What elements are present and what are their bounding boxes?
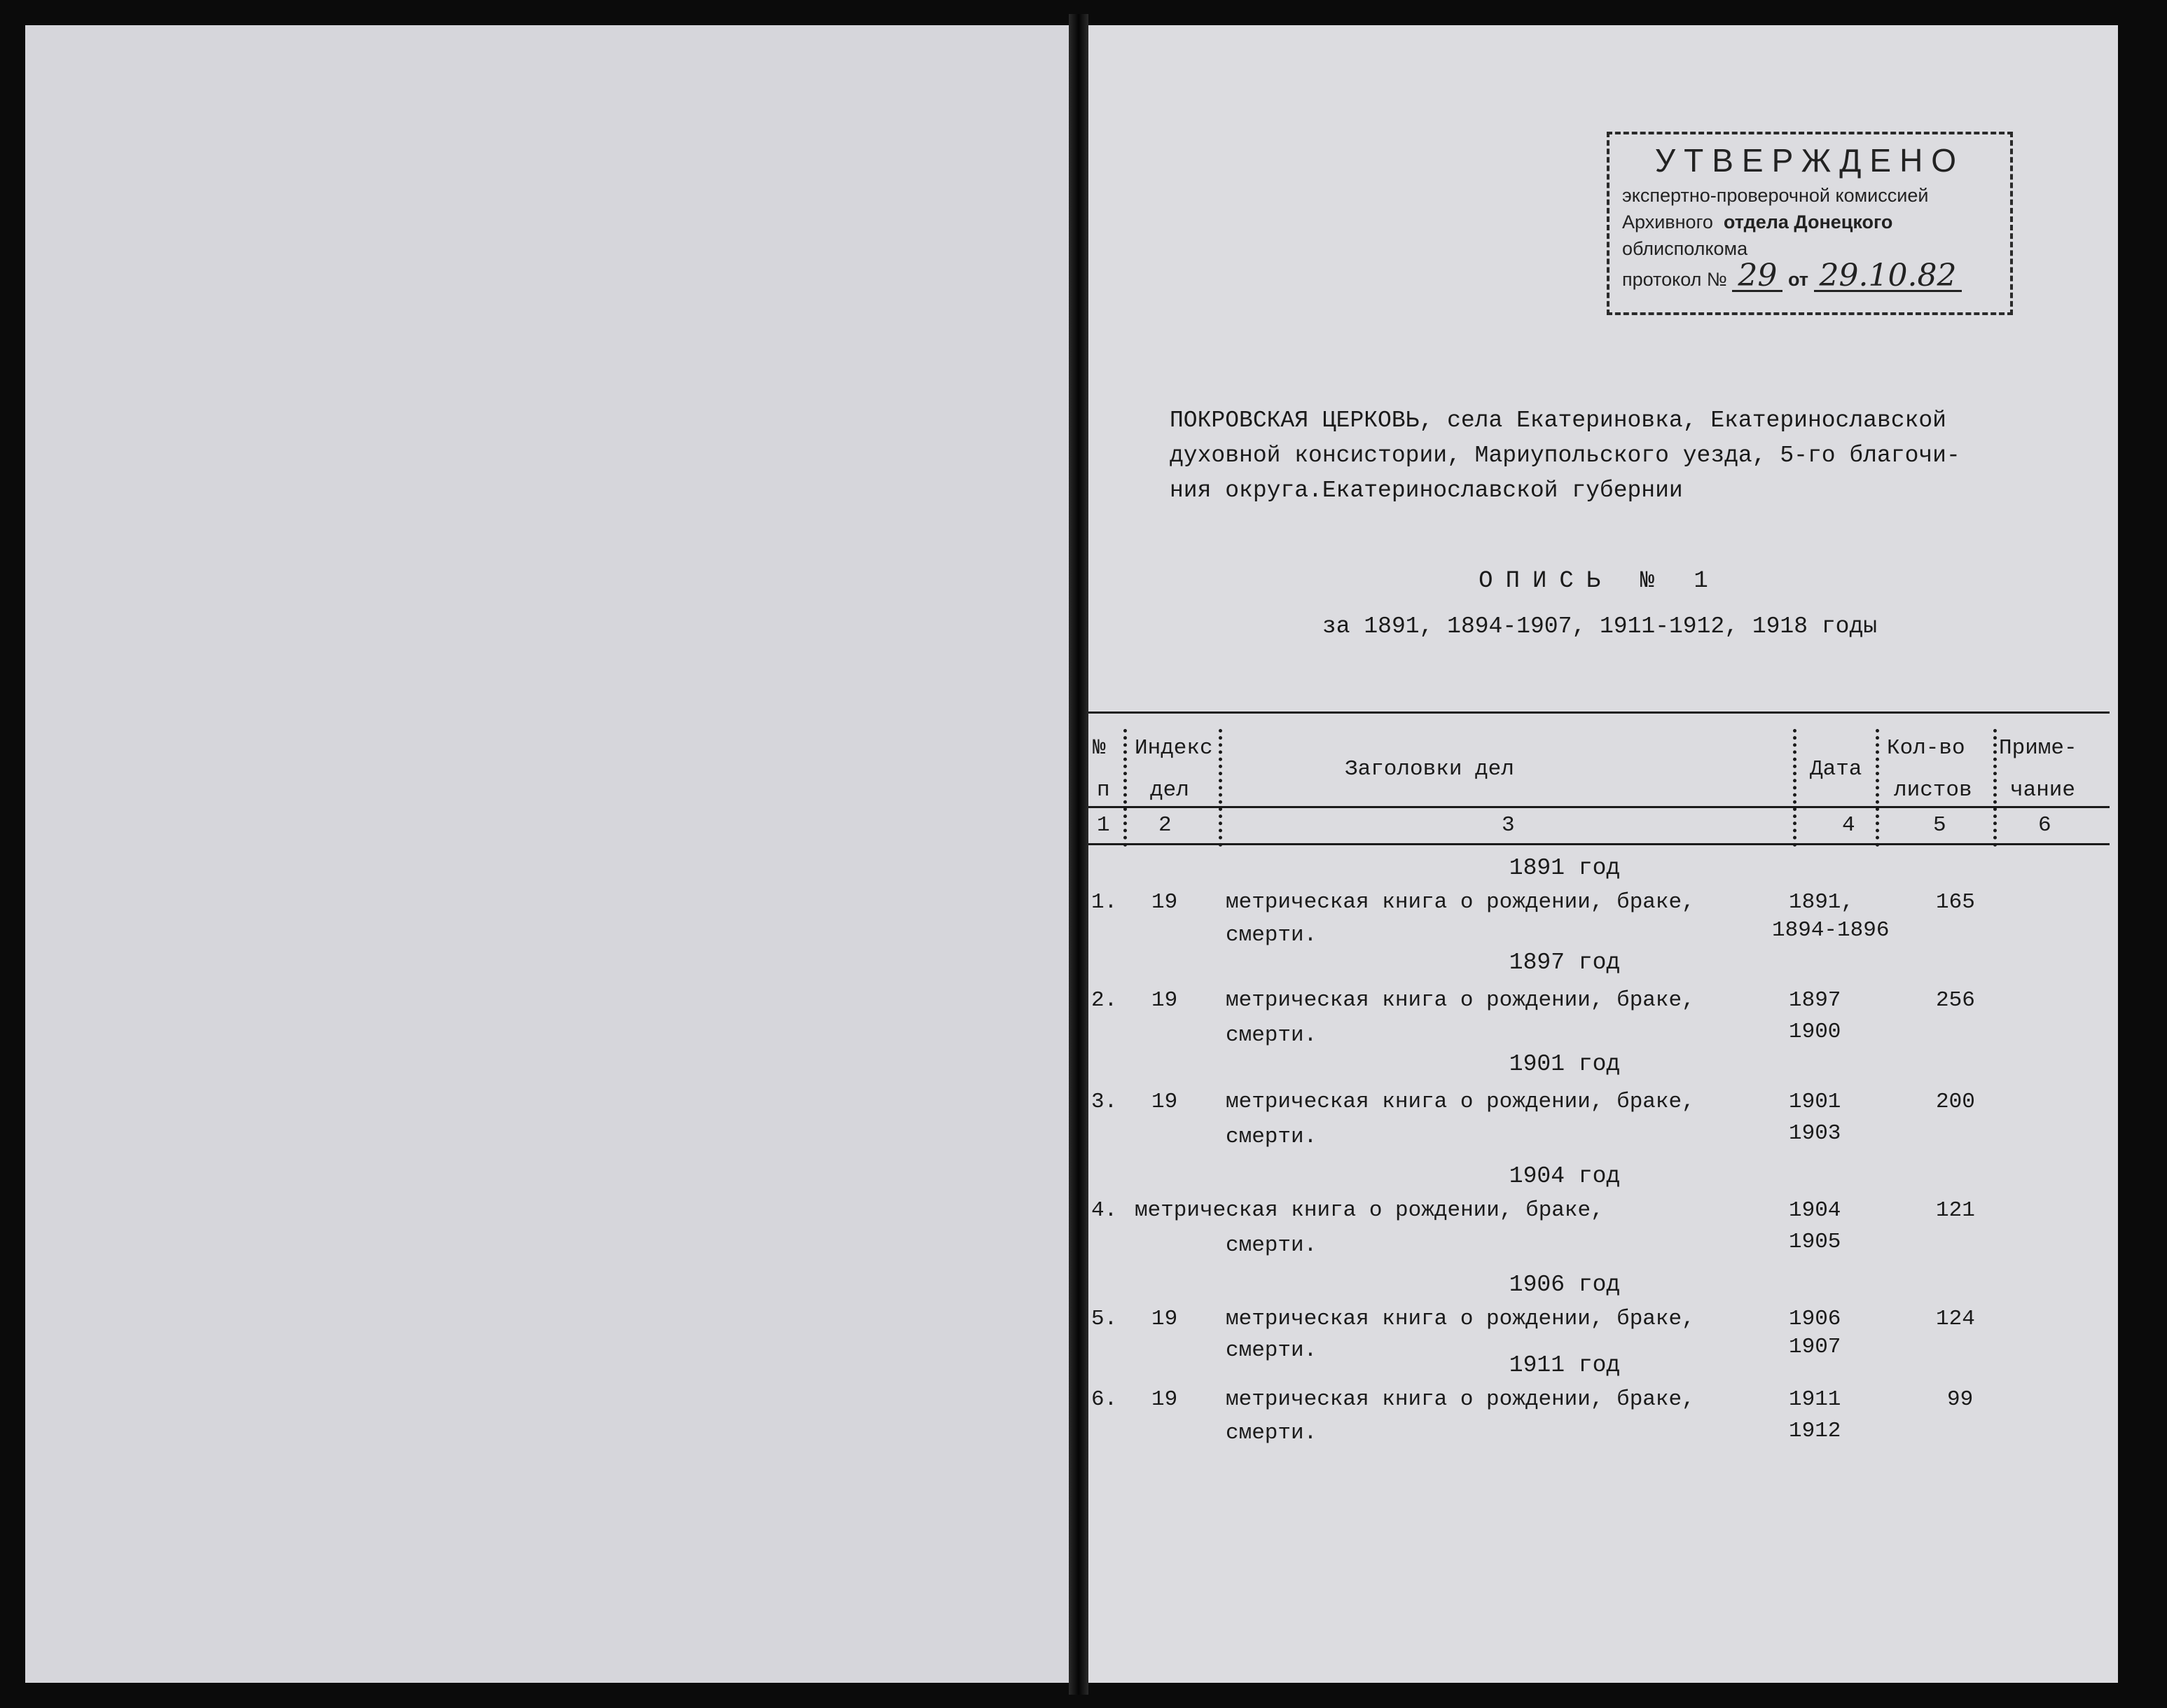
col-header-titles: Заголовки дел bbox=[1345, 757, 1514, 782]
year-heading: 1897 год bbox=[1509, 950, 1621, 975]
row-date: 1911 bbox=[1789, 1387, 1841, 1412]
year-heading: 1904 год bbox=[1509, 1163, 1621, 1189]
row-title-cont: смерти. bbox=[1226, 1421, 1317, 1445]
row-date-cont: 1900 bbox=[1789, 1020, 1841, 1044]
year-heading: 1911 год bbox=[1509, 1352, 1621, 1378]
row-date: 1901 bbox=[1789, 1090, 1841, 1114]
col-header-num-sub: п bbox=[1097, 778, 1110, 803]
row-title-cont: смерти. bbox=[1226, 1125, 1317, 1149]
row-number: 5. bbox=[1091, 1307, 1118, 1331]
left-page bbox=[25, 25, 1069, 1683]
row-title: метрическая книга о рождении, браке, bbox=[1135, 1198, 1604, 1223]
row-sheets: 124 bbox=[1936, 1307, 1975, 1331]
year-heading: 1906 год bbox=[1509, 1272, 1621, 1298]
row-title: метрическая книга о рождении, браке, bbox=[1226, 988, 1695, 1013]
row-date-cont: 1903 bbox=[1789, 1121, 1841, 1146]
row-date-cont: 1894-1896 bbox=[1772, 918, 1890, 943]
heading-line-3: ния округа.Екатеринославской губернии bbox=[1170, 478, 1683, 504]
row-number: 1. bbox=[1091, 890, 1118, 915]
inventory-years: за 1891, 1894-1907, 1911-1912, 1918 годы bbox=[1322, 613, 1878, 639]
table-number-rule bbox=[1088, 843, 2110, 845]
stamp-title: УТВЕРЖДЕНО bbox=[1654, 142, 1965, 179]
row-date: 1906 bbox=[1789, 1307, 1841, 1331]
row-number: 2. bbox=[1091, 988, 1118, 1013]
row-title: метрическая книга о рождении, браке, bbox=[1226, 890, 1695, 915]
column-separator bbox=[1219, 729, 1222, 847]
column-separator bbox=[1123, 729, 1127, 847]
heading-line-2: духовной консистории, Мариупольского уезда, 5-го благочи- bbox=[1170, 443, 1960, 468]
col-number: 4 bbox=[1842, 813, 1855, 838]
col-header-notes-sub: чание bbox=[2010, 778, 2076, 803]
row-sheets: 200 bbox=[1936, 1090, 1975, 1114]
year-heading: 1891 год bbox=[1509, 855, 1621, 881]
col-number: 3 bbox=[1502, 813, 1515, 838]
year-heading: 1901 год bbox=[1509, 1051, 1621, 1077]
row-title-cont: смерти. bbox=[1226, 1233, 1317, 1258]
row-sheets: 99 bbox=[1947, 1387, 1974, 1412]
right-page bbox=[1088, 25, 2118, 1683]
row-title-cont: смерти. bbox=[1226, 1338, 1317, 1363]
row-title: метрическая книга о рождении, браке, bbox=[1226, 1387, 1695, 1412]
row-date-cont: 1905 bbox=[1789, 1230, 1841, 1254]
row-title-cont: смерти. bbox=[1226, 923, 1317, 947]
row-index: 19 bbox=[1151, 1307, 1178, 1331]
table-header-rule bbox=[1088, 806, 2110, 808]
col-header-notes: Приме- bbox=[1999, 736, 2077, 761]
row-date-cont: 1907 bbox=[1789, 1335, 1841, 1359]
row-date: 1904 bbox=[1789, 1198, 1841, 1223]
row-date-cont: 1912 bbox=[1789, 1419, 1841, 1443]
col-number: 5 bbox=[1933, 813, 1946, 838]
row-number: 6. bbox=[1091, 1387, 1118, 1412]
stamp-line-archive bbox=[1622, 209, 1998, 235]
stamp-line-oblispolkom: облисполкома bbox=[1622, 238, 1748, 259]
book-gutter bbox=[1069, 14, 1088, 1695]
column-separator bbox=[1876, 729, 1879, 847]
row-date: 1891, bbox=[1789, 890, 1855, 915]
col-header-index: Индекс bbox=[1135, 736, 1213, 761]
row-sheets: 165 bbox=[1936, 890, 1975, 915]
col-header-date: Дата bbox=[1810, 757, 1862, 782]
row-title: метрическая книга о рождении, браке, bbox=[1226, 1307, 1695, 1331]
heading-line-1: ПОКРОВСКАЯ ЦЕРКОВЬ, села Екатериновка, Екатеринославской bbox=[1170, 408, 1946, 433]
row-title: метрическая книга о рождении, браке, bbox=[1226, 1090, 1695, 1114]
col-header-sheets: Кол-во bbox=[1887, 736, 1965, 761]
col-number: 1 bbox=[1097, 813, 1110, 838]
row-index: 19 bbox=[1151, 1090, 1178, 1114]
row-date: 1897 bbox=[1789, 988, 1841, 1013]
inventory-title: ОПИСЬ № 1 bbox=[1479, 568, 1721, 595]
document-heading bbox=[1170, 403, 2080, 508]
col-header-num: № bbox=[1093, 736, 1106, 761]
stamp-protocol-date: 29.10.82 bbox=[1814, 262, 1962, 292]
row-number: 4. bbox=[1091, 1198, 1118, 1223]
column-separator bbox=[1793, 729, 1796, 847]
column-separator bbox=[1993, 729, 1997, 847]
stamp-protocol-label: протокол № bbox=[1622, 269, 1727, 290]
col-number: 6 bbox=[2038, 813, 2051, 838]
bleed-through-block bbox=[109, 333, 810, 473]
row-sheets: 121 bbox=[1936, 1198, 1975, 1223]
stamp-line-commission: экспертно-проверочной комиссией bbox=[1622, 185, 1929, 206]
row-number: 3. bbox=[1091, 1090, 1118, 1114]
stamp-protocol-number: 29 bbox=[1732, 262, 1782, 292]
row-index: 19 bbox=[1151, 1387, 1178, 1412]
col-header-index-sub: дел bbox=[1150, 778, 1189, 803]
stamp-line-protocol bbox=[1622, 258, 1998, 293]
stamp-from-label: от bbox=[1787, 269, 1808, 290]
row-sheets: 256 bbox=[1936, 988, 1975, 1013]
approval-stamp bbox=[1607, 132, 2013, 315]
col-number: 2 bbox=[1158, 813, 1172, 838]
row-index: 19 bbox=[1151, 890, 1178, 915]
stamp-archive-word: Архивного bbox=[1622, 211, 1713, 232]
bleed-through-text bbox=[284, 172, 950, 196]
row-index: 19 bbox=[1151, 988, 1178, 1013]
stamp-department: отдела Донецкого bbox=[1723, 211, 1893, 232]
row-title-cont: смерти. bbox=[1226, 1023, 1317, 1048]
col-header-sheets-sub: листов bbox=[1894, 778, 1972, 803]
table-top-rule bbox=[1088, 711, 2110, 714]
